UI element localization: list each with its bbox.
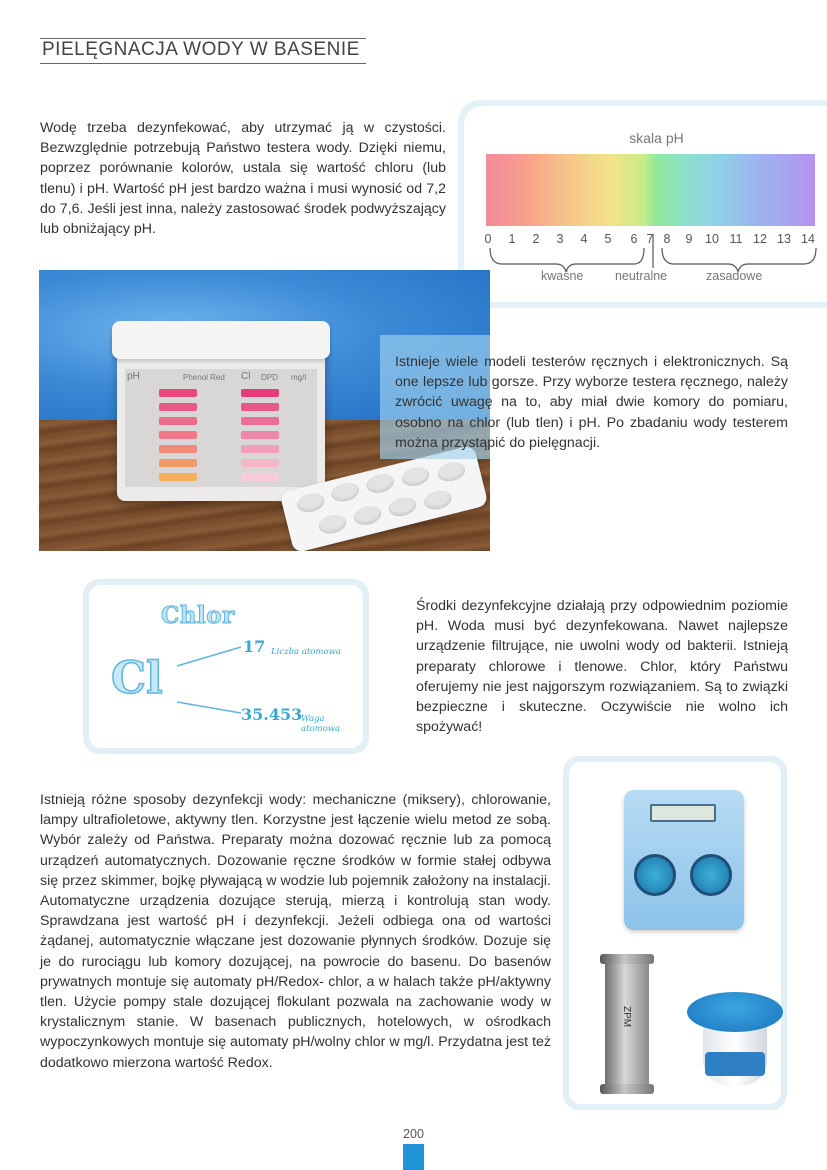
tester-label-phenol: Phenol Red bbox=[183, 373, 225, 382]
color-swatch bbox=[159, 431, 197, 439]
paragraph-intro: Wodę trzeba dezynfekować, aby utrzymać ją w czystości. Bezwzględnie potrzebują Państwo testera wody. Dzięki niemu, poprzez porównanie kolorów, ustala się wartość chloru (lub tlenu) i pH. Wartość pH jest bardzo ważna i musi wynosić od 7,2 do 7,6. Jeśli jest inna, należy zastosować środek podwyższający lub obniżający pH. bbox=[40, 120, 446, 238]
color-swatch bbox=[159, 403, 197, 411]
paragraph-methods: Istnieją różne sposoby dezynfekcji wody: mechaniczne (miksery), chlorowanie, lampy ultrafioletowe, aktywny tlen. Korzystne jest łączenie wielu metod ze sobą. Wybór zależy od Państwa. Preparaty można dozować ręcznie lub za pomocą urządzeń automatycznych. Dozowanie ręczne środków w formie stałej odbywa się przez skimmer, bojkę pływającą w wodzie lub pojemnik założony na instalacji. Automatyczne urządzenia dozujące sterują, mierzą i kontrolują stan wody. Sprawdzana jest wartość pH i dezynfekcji. Jeżeli odbiega ona od wartości żądanej, automatycznie włączane jest dozowanie płynnych środków. Dozuje się je do rurociągu lub komory dozującej, na powrocie do basenu. Do basenów prywatnych montuje się automaty pH/Redox- chlor, a w halach także pH/aktywny tlen. Użycie pompy stale dozującej flokulant pozwala na zachowanie wody w krystalicznym stanie. W basenach publicznych, hotelowych, w ośrodkach wypoczynkowych montuje się automaty pH/wolny chlor w mg/l. Przydatna jest też dodatkowo mierzona wartość Redox. bbox=[40, 792, 551, 1071]
tester-window bbox=[125, 369, 317, 487]
dosing-pump-unit bbox=[624, 790, 744, 930]
ph-tick: 5 bbox=[604, 232, 612, 246]
ph-brace-lines bbox=[486, 234, 821, 274]
pipe-flange bbox=[600, 1084, 654, 1094]
paragraph-disinfection: Środki dezynfekcyjne działają przy odpowiednim poziomie pH. Woda musi być dezynfekowana. Nawet najlepsze urządzenie filtrujące, nie uwolni wody od bakterii. Istnieją preparaty chlorowe i tlenowe. Chlor, który Państwu oferujemy nie jest najgorszym rozwiązaniem. Są to związki bezpieczne i skuteczne. Oczywiście nie wolno ich spożywać! bbox=[416, 598, 788, 736]
page-number: 200 bbox=[403, 1127, 424, 1141]
color-swatch bbox=[241, 473, 279, 481]
pipe-label: ZPM bbox=[621, 1006, 632, 1028]
ph-label-alkaline: zasadowe bbox=[706, 269, 763, 283]
ph-label-neutral: neutralne bbox=[615, 269, 668, 283]
atomic-number: 17 bbox=[243, 637, 266, 656]
ph-tick: 10 bbox=[705, 232, 719, 246]
dosing-devices-photo bbox=[563, 756, 787, 1110]
ph-tick: 3 bbox=[556, 232, 564, 246]
color-swatch bbox=[159, 459, 197, 467]
peristaltic-pump bbox=[634, 854, 676, 896]
ph-tick: 11 bbox=[729, 232, 743, 246]
paragraph-testers: Istnieje wiele modeli testerów ręcznych i elektronicznych. Są one lepsze lub gorsze. Przy wyborze testera ręcznego, należy zwrócić uwagę na to, aby miał dwie komory do pomiaru, osobno na chlor (lub tlen) i pH. Po zbadaniu wody testerem można przystąpić do pielęgnacji. bbox=[395, 354, 788, 451]
tablet bbox=[352, 503, 384, 527]
ph-tick: 4 bbox=[580, 232, 588, 246]
ph-tick: 0 bbox=[484, 232, 492, 246]
tester-label-ph: pH bbox=[127, 371, 140, 382]
ph-label-acidic: kwaśne bbox=[541, 269, 584, 283]
steel-pipe-device bbox=[605, 954, 649, 1094]
color-swatch bbox=[241, 417, 279, 425]
chlor-element-card bbox=[83, 579, 369, 754]
ph-tick: 6 bbox=[630, 232, 638, 246]
tablet bbox=[400, 465, 432, 489]
color-swatch bbox=[159, 445, 197, 453]
atomic-weight-label: Waga atomowa bbox=[301, 714, 341, 734]
tablet bbox=[422, 488, 454, 512]
pipe-flange bbox=[600, 954, 654, 964]
color-swatch bbox=[241, 431, 279, 439]
ph-tick: 14 bbox=[801, 232, 815, 246]
tester-lid bbox=[112, 321, 330, 359]
ph-scale-card bbox=[458, 100, 827, 308]
atomic-number-label: Liczba atomowa bbox=[271, 647, 341, 657]
color-swatch bbox=[159, 473, 197, 481]
tester-label-dpd: DPD bbox=[261, 373, 278, 382]
tablet bbox=[329, 480, 361, 504]
color-swatch bbox=[159, 389, 197, 397]
water-tester-kit bbox=[117, 325, 325, 501]
dosing-display bbox=[650, 804, 716, 822]
tablet bbox=[436, 460, 468, 484]
ph-tick: 2 bbox=[532, 232, 540, 246]
tester-label-unit: mg/l bbox=[291, 373, 307, 382]
page-title: PIELĘGNACJA WODY W BASENIE bbox=[40, 38, 366, 64]
ph-tick: 7 bbox=[646, 232, 654, 246]
atomic-weight: 35.453 bbox=[241, 705, 303, 724]
chlor-symbol: Cl bbox=[111, 653, 163, 704]
peristaltic-pump bbox=[690, 854, 732, 896]
chlorine-floater bbox=[687, 992, 783, 1092]
ph-tick: 1 bbox=[508, 232, 516, 246]
tablet bbox=[387, 495, 419, 519]
ph-tick: 8 bbox=[663, 232, 671, 246]
color-swatch bbox=[241, 403, 279, 411]
tablet bbox=[295, 491, 327, 515]
ph-tick: 9 bbox=[685, 232, 693, 246]
ph-gradient-bar bbox=[486, 154, 815, 226]
tablet bbox=[317, 512, 349, 536]
ph-tick: 12 bbox=[753, 232, 767, 246]
color-swatch bbox=[159, 417, 197, 425]
tablet bbox=[364, 471, 396, 495]
tester-label-cl: Cl bbox=[241, 371, 251, 382]
floater-band bbox=[705, 1052, 765, 1076]
color-swatch bbox=[241, 445, 279, 453]
color-swatch bbox=[241, 459, 279, 467]
color-swatch bbox=[241, 389, 279, 397]
page-tab-marker bbox=[403, 1144, 424, 1170]
chlor-name: Chlor bbox=[161, 602, 235, 629]
ph-tick: 13 bbox=[777, 232, 791, 246]
ph-scale-title: skala pH bbox=[629, 130, 684, 146]
floater-cap bbox=[687, 992, 783, 1032]
